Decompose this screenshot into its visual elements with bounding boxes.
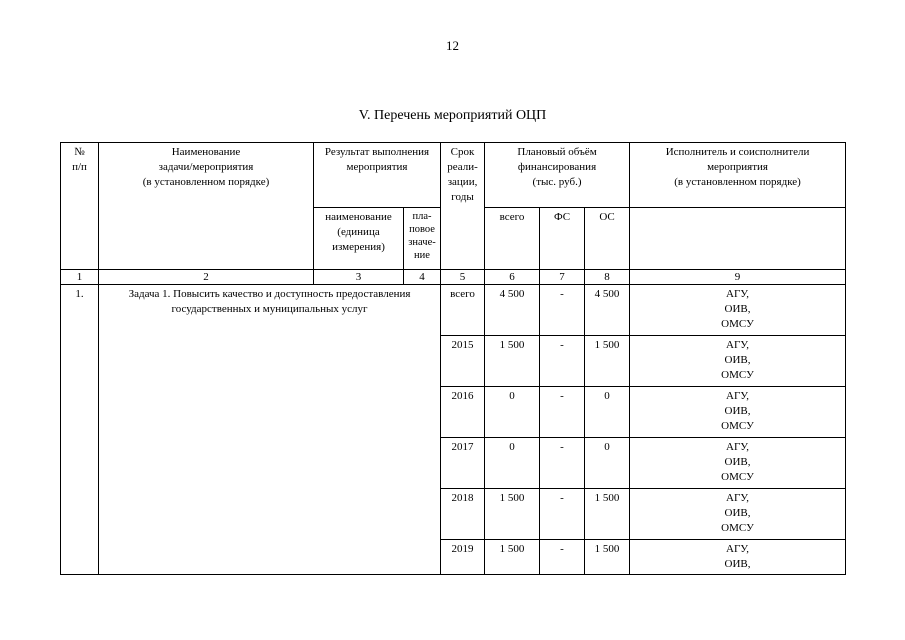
column-numbers-row (61, 270, 846, 285)
column-number: 4 (404, 270, 441, 285)
row-term: 2015 (441, 336, 485, 387)
row-fs: - (540, 438, 585, 489)
row-executor: АГУ, ОИВ, ОМСУ (630, 387, 846, 438)
header-fs: ФС (540, 208, 585, 270)
row-term: 2019 (441, 540, 485, 575)
table-row (61, 285, 846, 336)
row-term: всего (441, 285, 485, 336)
row-executor: АГУ, ОИВ, ОМСУ (630, 438, 846, 489)
header-os: ОС (585, 208, 630, 270)
column-number: 1 (61, 270, 99, 285)
row-executor: АГУ, ОИВ, ОМСУ (630, 285, 846, 336)
column-number: 5 (441, 270, 485, 285)
column-number: 7 (540, 270, 585, 285)
row-total: 4 500 (485, 285, 540, 336)
row-term: 2017 (441, 438, 485, 489)
row-fs: - (540, 387, 585, 438)
task-name: Задача 1. Повысить качество и доступность предоставления государственных и муниципальных услуг (99, 285, 441, 575)
row-total: 0 (485, 387, 540, 438)
row-fs: - (540, 285, 585, 336)
column-number: 6 (485, 270, 540, 285)
row-os: 0 (585, 438, 630, 489)
header-executor: Исполнитель и соисполнители мероприятия (в установленном порядке) (630, 143, 846, 208)
header-name: Наименование задачи/мероприятия (в установленном порядке) (99, 143, 314, 270)
column-number: 2 (99, 270, 314, 285)
row-fs: - (540, 336, 585, 387)
row-os: 1 500 (585, 336, 630, 387)
row-total: 1 500 (485, 336, 540, 387)
header-result-plan: пла- повое значе- ние (404, 208, 441, 270)
row-os: 1 500 (585, 489, 630, 540)
column-number: 8 (585, 270, 630, 285)
row-term: 2016 (441, 387, 485, 438)
row-os: 1 500 (585, 540, 630, 575)
row-os: 0 (585, 387, 630, 438)
header-finance: Плановый объём финансирования (тыс. руб.) (485, 143, 630, 208)
task-number: 1. (61, 285, 99, 575)
row-os: 4 500 (585, 285, 630, 336)
header-number: № п/п (61, 143, 99, 270)
row-executor: АГУ, ОИВ, ОМСУ (630, 336, 846, 387)
row-fs: - (540, 540, 585, 575)
row-fs: - (540, 489, 585, 540)
header-term: Срок реали- зации, годы (441, 143, 485, 270)
row-total: 1 500 (485, 489, 540, 540)
row-term: 2018 (441, 489, 485, 540)
row-executor: АГУ, ОИВ, (630, 540, 846, 575)
page-number: 12 (446, 38, 459, 53)
activities-table (60, 142, 846, 575)
header-result-name: наименование (единица измерения) (314, 208, 404, 270)
column-number: 3 (314, 270, 404, 285)
row-executor: АГУ, ОИВ, ОМСУ (630, 489, 846, 540)
row-total: 0 (485, 438, 540, 489)
column-number: 9 (630, 270, 846, 285)
header-row-1 (61, 143, 846, 208)
section-title: V. Перечень мероприятий ОЦП (358, 108, 547, 123)
header-total: всего (485, 208, 540, 270)
row-total: 1 500 (485, 540, 540, 575)
header-executor-empty (630, 208, 846, 270)
header-result: Результат выполнения мероприятия (314, 143, 441, 208)
